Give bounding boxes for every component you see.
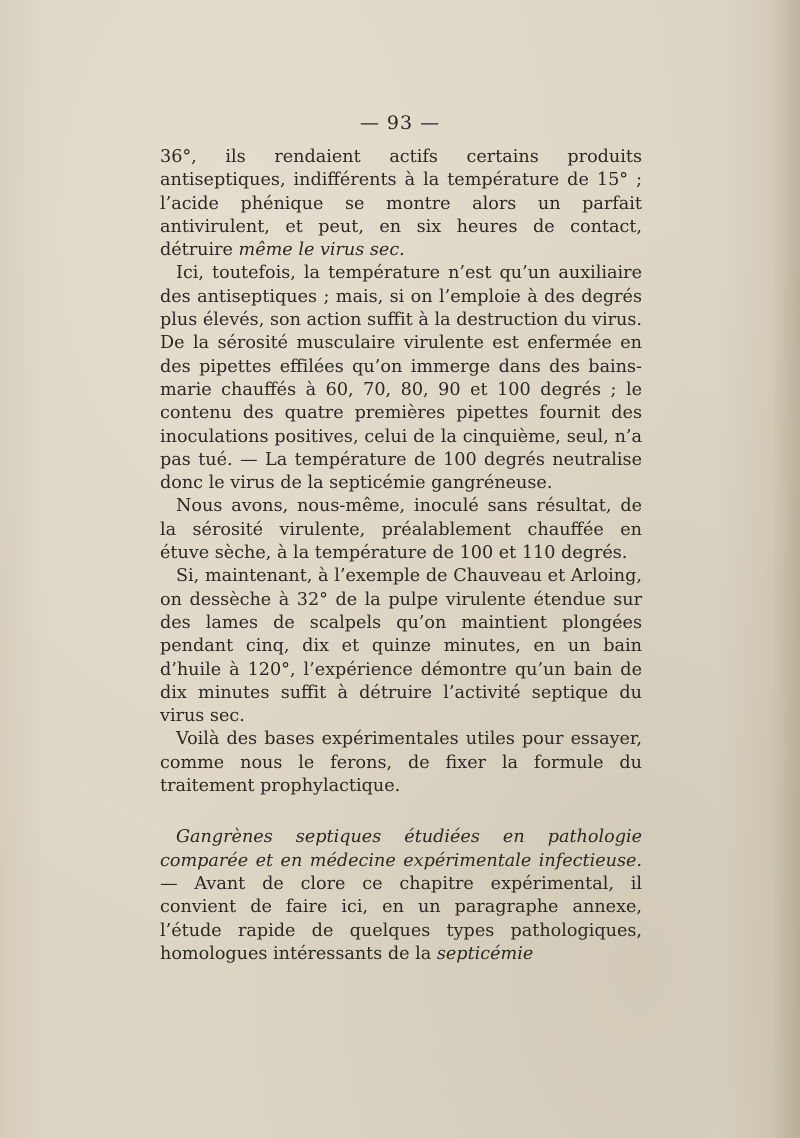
text-run: — Avant de clore ce chapitre expérimental, il convient de faire ici, en un paragraphe annexe, l’étude rapide de quelques types pathologiques, homologues intéressants de la — [160, 873, 642, 964]
text-run: Voilà des bases expérimentales utiles pour essayer, comme nous le ferons, de fixer la formule du traitement prophylactique. — [160, 729, 642, 797]
paragraph — [160, 262, 642, 495]
section-paragraph — [160, 826, 642, 966]
section-gap — [160, 798, 642, 826]
paragraph — [160, 146, 642, 262]
text-run: Si, maintenant, à l’exemple de Chauveau et Arloing, on dessèche à 32° de la pulpe virulente étendue sur des lames de scalpels qu’on maintient plongées pendant cinq, dix et quinze minutes, en un bain d’huile à 120°, l’expérience démontre qu’un bain de dix minutes suffit à détruire l’activité septique du virus sec. — [160, 566, 642, 727]
text-run: Ici, toutefois, la température n’est qu’un auxiliaire des antiseptiques ; mais, si on l’emploie à des degrés plus élevés, son action suffit à la destruction du virus. De la sérosité musculaire virulente est enfermée en des pipettes effilées qu’on immerge dans des bains-marie chauffés à 60, 70, 80, 90 et 100 degrés ; le contenu des quatre premières pipettes fournit des inoculations positives, celui de la cinquième, seul, n’a pas tué. — La température de 100 degrés neutralise donc le virus de la septicémie gangréneuse. — [160, 263, 642, 494]
body-text — [160, 146, 642, 966]
page-number: — 93 — — [359, 112, 441, 134]
paragraph — [160, 728, 642, 798]
paragraph — [160, 495, 642, 565]
text-run: Nous avons, nous-même, inoculé sans résultat, de la sérosité virulente, préalablement chauffée en étuve sèche, à la température de 100 et 110 degrés. — [160, 496, 642, 564]
text-run-italic: septicémie — [436, 943, 534, 964]
text-run: 36°, ils rendaient actifs certains produits antiseptiques, indifférents à la température de 15° ; l’acide phénique se montre alors un parfait antivirulent, et peut, en six heures de contact, détruire — [160, 147, 642, 261]
text-run-italic: même le virus sec. — [238, 240, 405, 261]
page-edge-shadow — [772, 0, 800, 1138]
paragraph — [160, 565, 642, 728]
section-heading: Gangrènes septiques étudiées en pathologie comparée et en médecine expérimentale infectieuse. — [160, 827, 642, 871]
